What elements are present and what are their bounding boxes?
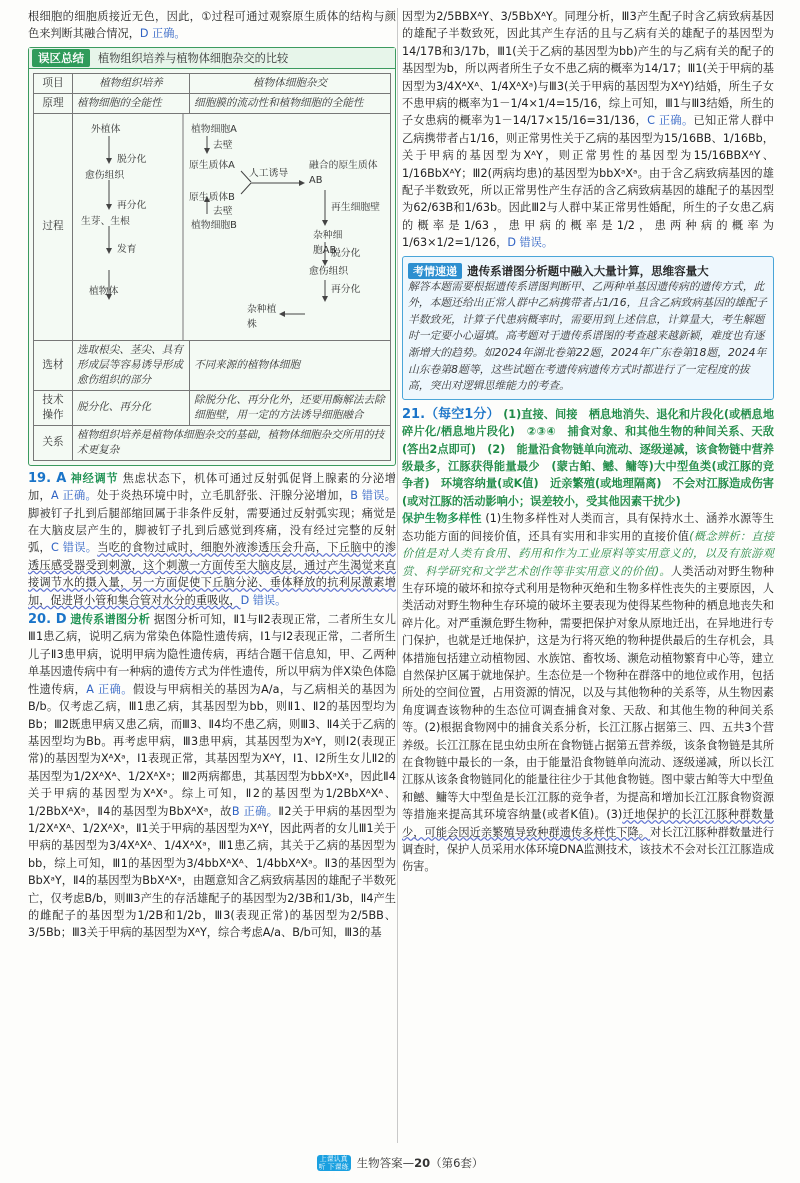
table-row-relation [34, 425, 391, 460]
diagram-protoplast-b: 原生质体B [189, 191, 235, 203]
table-row-operation [34, 390, 391, 425]
top-text: 根细胞的细胞质接近无色，因此，①过程可通过观察原生质体的结构与颜色来判断其融合情况， [28, 10, 396, 41]
diagram-dedifferentiation-2: 脱分化 [331, 247, 361, 259]
diagram-callus-2: 愈伤组织 [309, 265, 349, 277]
diagram-plant: 植物体 [89, 285, 119, 297]
q20-answer-a: A 正确。 [86, 682, 133, 696]
diagram-dedifferentiation: 脱分化 [117, 153, 147, 165]
error-summary-box [28, 47, 396, 466]
q21-underlined: 迁地保护的长江江豚种群数量少，可能会因近亲繁殖导致种群遗传多样性下降。 [402, 808, 774, 839]
q19-number: 19. A [28, 470, 67, 486]
q20-answer-b: B 正确。 [231, 804, 279, 818]
principle-culture: 植物细胞的全能性 [73, 93, 190, 113]
q19-text-1: 焦虑状态下，机体可通过反射弧促肾上腺素的分泌增加， [28, 471, 396, 503]
q21-number: 21.（每空1分） [402, 406, 500, 422]
diagram-redifferentiation: 再分化 [117, 199, 147, 211]
answer-d-correct: D 正确。 [139, 27, 186, 41]
q20-answer-c: C 正确。 [647, 114, 694, 128]
exam-tip-headline: 遗传系谱图分析题中融入大量计算，思维容量大 [467, 263, 709, 278]
column-divider [397, 8, 398, 1143]
error-summary-header [29, 48, 395, 69]
row-label-relation: 关系 [34, 425, 73, 460]
diagram-fused-protoplast: 融合的原生质体AB [309, 159, 378, 186]
relation-text: 植物组织培养是植物体细胞杂交的基础，植物体细胞杂交所用的技术更复杂 [73, 425, 391, 460]
q19-underlined: 当吃的食物过咸时，细胞外液渗透压会升高，下丘脑中的渗透压感受器受到刺激，这个刺激一方面传至大脑皮层，通过产生渴觉来直接调节水的摄入量，另一方面促使下丘脑分泌、垂体释放的抗利尿激素增加，促进肾小管和集合管对水分的重吸收， [28, 541, 396, 607]
q20-number: 20. D [28, 612, 67, 628]
operation-hybrid: 除脱分化、再分化外，还要用酶解法去除细胞壁，用一定的方法诱导细胞融合 [190, 390, 391, 425]
diagram-callus: 愈伤组织 [85, 169, 125, 181]
question-20 [28, 611, 396, 942]
q19-answer-a: A 正确。 [51, 489, 98, 503]
q21-answer-key: (1)直接、间接 栖息地消失、退化和片段化(或栖息地碎片化/栖息地片段化) ②③④ 捕食对象、和其他生物的种间关系、天敌(答出2点即可) (2) 能量沿食物链单向流动、逐级递减，该食物链中营养级最多，江豚获得能量最少 (蒙古鲌、鳡、鳙等)大中型鱼类(或江豚的竞争者) 环境容纳量(或K值) 近亲繁殖(或地理隔离) 不会对江豚造成伤害(或对江豚的活动影响小；误差较小，受其他因素干扰少) [402, 407, 775, 508]
exam-tip-tag: 考情速递 [408, 263, 462, 279]
question-19 [28, 470, 396, 609]
diagram-induce: 人工诱导 [249, 167, 289, 179]
row-label-operation: 技术操作 [34, 390, 73, 425]
principle-hybrid: 细胞膜的流动性和植物细胞的全能性 [190, 93, 391, 113]
question-21-answers [402, 406, 774, 510]
diagram-remove-wall-a: 去壁 [213, 139, 233, 151]
operation-culture: 脱分化、再分化 [73, 390, 190, 425]
q19-tag: 神经调节 [70, 471, 119, 485]
q21-text-3: 对长江江豚种群数量进行调查时，保护人员采用水体环境DNA监测技术，该技术不会对长江江豚造成伤害。 [402, 825, 774, 874]
process-diagram-cell [73, 113, 391, 340]
q19-answer-c: C 错误。 [51, 541, 98, 555]
q21-text-1: (1)生物多样性对人类而言，具有保持水土、涵养水源等生态功能方面的间接价值，还具有实用和非实用的直接价值 [402, 512, 774, 543]
error-summary-title: 植物组织培养与植物体细胞杂交的比较 [98, 51, 289, 65]
q19-text-2: 处于炎热环境中时，立毛肌舒张、汗腺分泌增加， [97, 489, 351, 503]
footer-set: （第6套） [430, 1156, 484, 1170]
q20-text-1: 据图分析可知，Ⅱ1与Ⅱ2表现正常，二者所生女儿Ⅲ1患乙病，说明乙病为常染色体隐性遗传病，Ⅰ1与Ⅰ2表现正常，二者所生儿子Ⅱ3患甲病，说明甲病为隐性遗传病，再结合题干信息知，甲、乙两种单基因遗传病中有一种病的遗传方式为伴性遗传，所以甲病为伴X染色体隐性遗传病， [28, 613, 396, 696]
footer-logo: 上课认真听 下课练天星 [318, 1155, 349, 1179]
q21-concept-note: (概念辨析：直接价值是对人类有食用、药用和作为工业原料等实用意义的，以及有旅游观赏、科学研究和文学艺术创作等非实用意义的价值)。 [402, 529, 774, 578]
diagram-hybrid-plant: 杂种植株 [247, 303, 277, 330]
q20-cont-text-2: 已知正常人群中乙病携带者占1/16，则正常男性关于乙病的基因型为15/16BB、1/16Bb，关于甲病的基因型为XᴬY，则正常男性的基因型为15/16BBXᴬY、1/16BbXᴬY；Ⅲ2(两病均患)的基因型为bbXᵃXᵃ。由于含乙病致病基因的雄配子半数致死，所以正常男性产生存活的含乙病致病基因的雄配子的基因型为62/63B和1/63b。因此Ⅲ2与人群中某正常男性婚配，所生的子女患乙病的概率是1/63，患甲病的概率是1/2，患两种病的概率为1/63×1/2=1/126， [402, 114, 774, 250]
table-row-principle [34, 93, 391, 113]
q20-text-2: 假设与甲病相关的基因为A/a，与乙病相关的基因为B/b。仅考虑乙病，Ⅲ1患乙病，其基因型为bb，则Ⅱ1、Ⅱ2的基因型均为Bb；Ⅲ2既患甲病又患乙病，而Ⅲ3、Ⅱ4均不患乙病，则Ⅲ3、Ⅱ4关于乙病的基因型均为Bb。再考虑甲病，Ⅲ3患甲病，其基因型为XᵃY，则Ⅰ2(表现正常)的基因型为XᴬXᵃ，Ⅰ1表现正常，其基因型为XᴬY，Ⅰ1、Ⅰ2所生女儿Ⅱ2的基因型为1/2XᴬXᴬ、1/2XᴬXᵃ；Ⅲ2两病都患，其基因型为bbXᵃXᵃ，因此Ⅱ4关于甲病的基因型为XᴬXᵃ。综上可知，Ⅱ2的基因型为1/2BbXᴬXᴬ、1/2BbXᴬXᵃ，Ⅱ4的基因型为BbXᴬXᵃ，故 [28, 682, 396, 818]
diagram-bud-root: 生芽、生根 [81, 215, 130, 227]
q21-tag: 保护生物多样性 [402, 512, 482, 526]
q19-answer-d: D 错误。 [240, 593, 287, 607]
diagram-cell-b: 植物细胞B [191, 219, 237, 231]
q20-text-3: Ⅱ2关于甲病的基因型为1/2XᴬXᴬ、1/2XᴬXᵃ，Ⅱ1关于甲病的基因型为XᴬY，因此两者的女儿Ⅲ1关于甲病的基因型为3/4XᴬXᴬ、1/4XᴬXᵃ，Ⅲ1患乙病，其关于乙病的基因型为bb，综上可知，Ⅲ1的基因型为3/4bbXᴬXᴬ、1/4bbXᴬXᵃ。Ⅱ3的基因型为BbXᵃY，Ⅱ4的基因型为BbXᴬXᵃ，由题意知含乙病致病基因的雄配子半数死亡，仅考虑B/b，则Ⅲ3产生的存活雄配子的基因型为2/3B和1/3b，Ⅱ4产生的雌配子的基因型为1/2B和1/2b，Ⅲ3(表现正常)的基因型为2/5BB、3/5Bb；Ⅲ3关于甲病的基因型为XᴬY，综合考虑A/a、B/b可知，Ⅲ3的基 [28, 804, 397, 940]
material-culture: 选取根尖、茎尖、具有形成层等容易诱导形成愈伤组织的部分 [73, 340, 190, 390]
footer-page-number: 20 [414, 1156, 431, 1170]
question-21-analysis [402, 510, 774, 876]
row-label-process: 过程 [34, 113, 73, 340]
paragraph-top [28, 8, 396, 43]
diagram-redifferentiation-2: 再分化 [331, 283, 361, 295]
comparison-table [33, 73, 391, 461]
footer-text: 生物答案— [356, 1156, 415, 1170]
q19-answer-b: B 错误。 [350, 489, 396, 503]
diagram-develop: 发育 [117, 243, 137, 255]
q20-continued [402, 8, 774, 252]
diagram-explant: 外植体 [91, 123, 121, 135]
material-hybrid: 不同来源的植物体细胞 [190, 340, 391, 390]
header-culture: 植物组织培养 [73, 73, 190, 93]
q20-cont-text-1: 因型为2/5BBXᴬY、3/5BbXᴬY。同理分析，Ⅲ3产生配子时含乙病致病基因的雄配子半数致死，因此其产生存活的且与乙病有关的雄配子的基因型为14/17B和3/17b，Ⅲ1(关于乙病的基因型为bb)产生的与乙病有关的配子的基因型为b，所以两者所生子女不患乙病的概率为14/17；Ⅲ1(关于甲病的基因型为3/4XᴬXᴬ、1/4XᴬXᵃ)与Ⅲ3(关于甲病的基因型为XᴬY)结婚，所生子女不患甲病的概率为1－1/4×1/4=15/16，综上可知，Ⅲ1与Ⅲ3结婚，所生的子女患病的概率为1－14/17×15/16=31/136， [402, 10, 774, 128]
diagram-protoplast-a: 原生质体A [189, 159, 235, 171]
table-row-material [34, 340, 391, 390]
row-label-material: 选材 [34, 340, 73, 390]
table-header-row [34, 73, 391, 93]
left-column [28, 8, 396, 942]
page-footer [0, 1155, 800, 1179]
diagram-remove-wall-b: 去壁 [213, 205, 233, 217]
header-project: 项目 [34, 73, 73, 93]
exam-tip-text: 解答本题需要根据遗传系谱图判断甲、乙两种单基因遗传病的遗传方式，此外，本题还给出正常人群中乙病携带者占1/16，且含乙病致病基因的雄配子半数致死，计算子代患病概率时，需要用到上述信息，计算量大，考生解题时一定要小心逼填。高考题对于遗传系谱图的考查越来越新颖，难度也有逐渐增大的趋势。如2024年湖北卷第22题，2024年广东卷第18题，2024年山东卷第8题等，这些试题在考遗传病遗传方式时都进行了一定程度的拔高，突出对逻辑思维能力的考查。 [408, 279, 767, 393]
q20-answer-d: D 错误。 [507, 236, 554, 250]
table-row-process [34, 113, 391, 340]
process-diagram [73, 114, 390, 340]
diagram-hybrid-cell: 杂种细胞AB [313, 229, 343, 256]
q19-text-3: 脚被钉子扎到后腿部缩回属于非条件反射，需要通过反射弧实现；痛觉是在大脑皮层产生的，脚被钉子扎到后感觉到疼痛，没有经过完整的反射弧， [28, 506, 396, 555]
exam-tip-box [402, 256, 774, 400]
q20-tag: 遗传系谱图分析 [70, 613, 151, 627]
diagram-cell-a: 植物细胞A [191, 123, 237, 135]
diagram-regenerate-wall: 再生细胞壁 [331, 201, 380, 213]
error-summary-tag: 误区总结 [32, 49, 90, 67]
q21-text-2: 人类活动对野生物种生存环境的破坏和掠夺式利用是物种灭绝和生物多样性丧失的主要原因，人类活动对野生物种生存环境的破坏主要表现为使得某些物种的栖息地丧失和碎片化。对严重濒危野生物种，需要把保护对象从原地迁出，在异地进行专门保护，也就是迁地保护，这是为行将灭绝的物种提供最后的生存机会，具体措施包括建立动植物园、水族馆、畜牧场、濒危动植物繁育中心等，建立自然保护区属于就地保护。生态位是一个物种在群落中的地位或作用，包括所处的空间位置，占用资源的情况，以及与其他物种的关系等，从生物因素角度调查该物种的生态位可调查捕食对象、天敌、和其他生物的种间关系等。(2)根据食物网中的捕食关系分析，长江江豚占据第三、四、五共3个营养级。长江江豚在昆虫幼虫所在食物链占据第五营养级，该条食物链是其所在食物链中最长的一条，由于能量沿食物链单向流动、逐级递减，所以长江江豚从该条食物链同化的能量往往少于其他食物链。图中蒙古鲌等大中型鱼和鳡、鳙等大中型鱼是长江江豚的竞争者，为提高和增加长江江豚食物资源等措施来提高其环境容纳量(或者K值)。(3) [402, 564, 774, 822]
right-column [402, 8, 774, 876]
row-label-principle: 原理 [34, 93, 73, 113]
header-hybrid: 植物体细胞杂交 [190, 73, 391, 93]
